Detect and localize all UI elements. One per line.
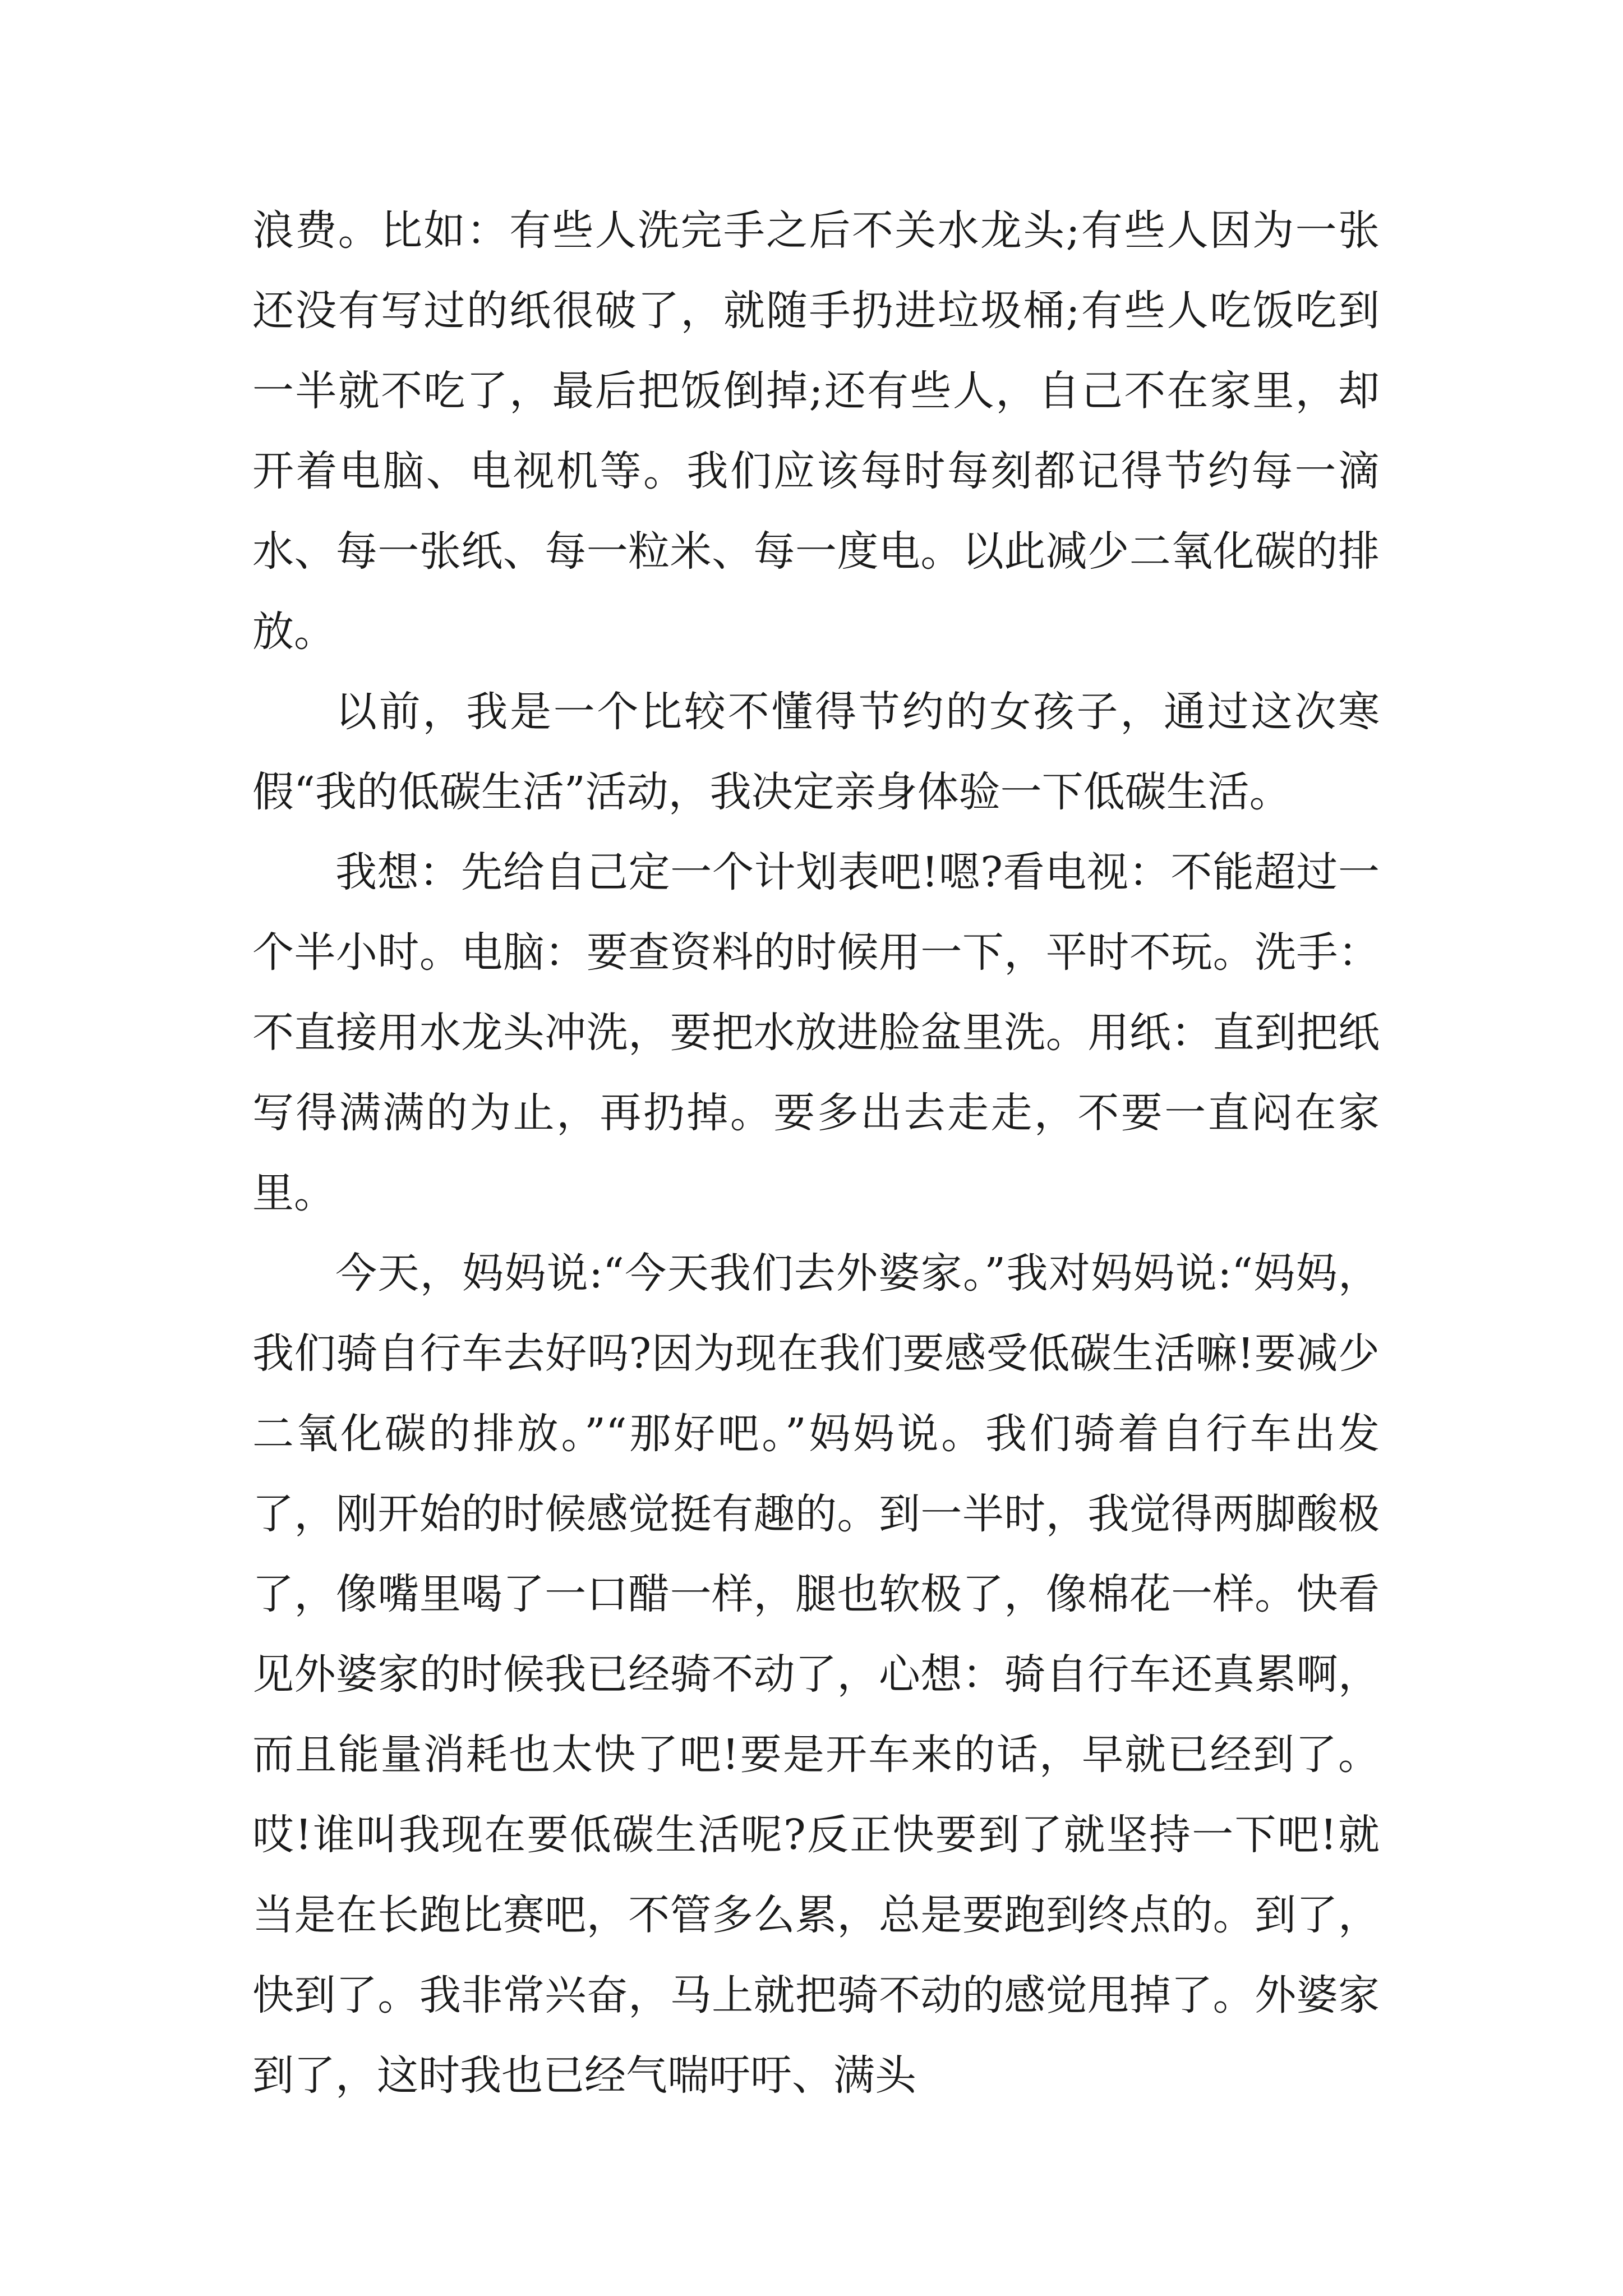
paragraph-3: 我想：先给自己定一个计划表吧!嗯?看电视：不能超过一个半小时。电脑：要查资料的时候用一下，平时不玩。洗手：不直接用水龙头冲洗，要把水放进脸盆里洗。用纸：直到把纸写得满满的为止，再扔掉。要多出去走走，不要一直闷在家里。 xyxy=(252,848,1380,1217)
paragraph-2: 以前，我是一个比较不懂得节约的女孩子，通过这次寒假“我的低碳生活”活动，我决定亲身体验一下低碳生活。 xyxy=(252,688,1380,816)
paragraph-1: 浪费。比如：有些人洗完手之后不关水龙头;有些人因为一张还没有写过的纸很破了，就随手扔进垃圾桶;有些人吃饭吃到一半就不吃了，最后把饭倒掉;还有些人，自己不在家里，却开着电脑、电视机等。我们应该每时每刻都记得节约每一滴水、每一张纸、每一粒米、每一度电。以此减少二氧化碳的排放。 xyxy=(252,206,1380,656)
paragraph-4: 今天，妈妈说:“今天我们去外婆家。”我对妈妈说:“妈妈，我们骑自行车去好吗?因为现在我们要感受低碳生活嘛!要减少二氧化碳的排放。”“那好吧。”妈妈说。我们骑着自行车出发了，刚开始的时候感觉挺有趣的。到一半时，我觉得两脚酸极了，像嘴里喝了一口醋一样，腿也软极了，像棉花一样。快看见外婆家的时候我已经骑不动了，心想：骑自行车还真累啊，而且能量消耗也太快了吧!要是开车来的话，早就已经到了。哎!谁叫我现在要低碳生活呢?反正快要到了就坚持一下吧!就当是在长跑比赛吧，不管多么累，总是要跑到终点的。到了，快到了。我非常兴奋，马上就把骑不动的感觉甩掉了。外婆家到了，这时我也已经气喘吁吁、满头 xyxy=(252,1249,1380,2100)
document-body xyxy=(252,191,1380,2116)
